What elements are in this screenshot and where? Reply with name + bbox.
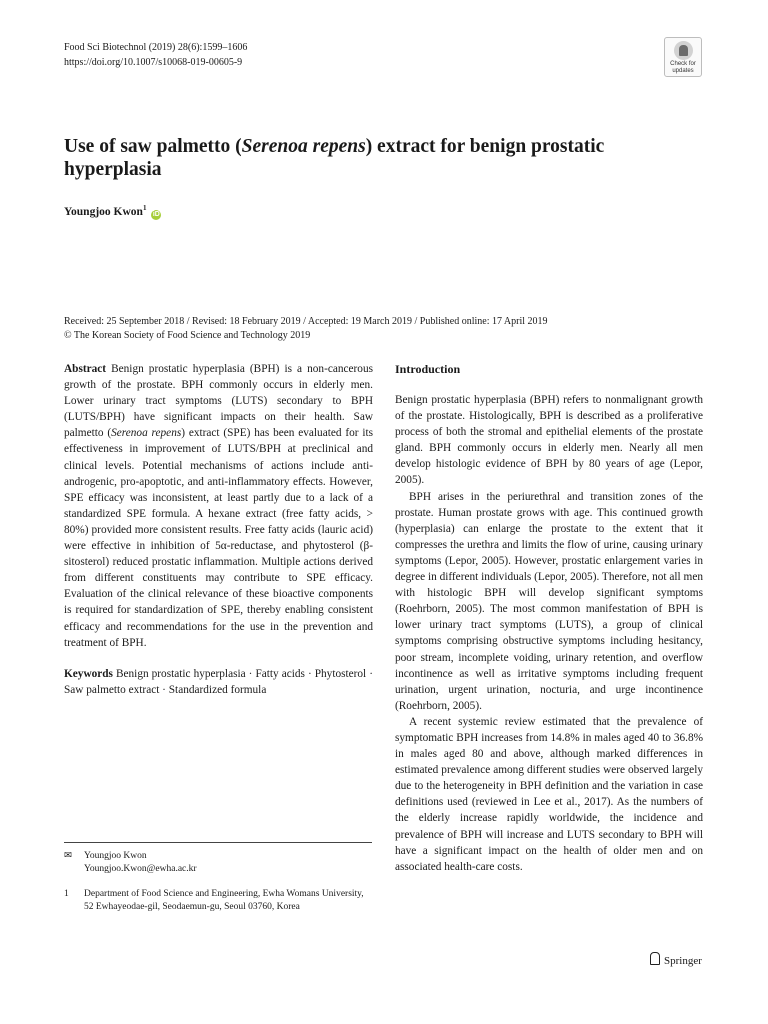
- author-name[interactable]: Youngjoo Kwon: [64, 205, 143, 218]
- left-column: [64, 361, 373, 698]
- corresponding-author-name: Youngjoo Kwon: [84, 851, 147, 861]
- affiliation-mark: 1: [64, 889, 69, 899]
- intro-paragraph-2: BPH arises in the periurethral and transition zones of the prostate. Human prostate grows with age. This continued growth (hyperplasia) can enlarge the prostate to the extent that it compresses the urethra and limits the flow of urine, causing urinary symptoms (Lepor, 2005). However, prostatic enlargement varies in degree in different individuals (Lepor, 2005). Therefore, not all men with histologic BPH will develop significant symptoms (Roehrborn, 2005). The most common manifestation of BPH is lower urinary tract symptoms (LUTS), a group of clinical symptoms comprising obstructive symptoms including hesitancy, poor stream, incomplete voiding, urinary retention, and overflow incontinence as well as irritative symptoms including frequent urination, urgent urination, nocturia, and urge incontinence (Roehrborn, 2005).: [395, 490, 703, 712]
- check-for-updates-badge[interactable]: [664, 37, 702, 77]
- orcid-icon[interactable]: iD: [152, 210, 160, 218]
- publisher-name: Springer: [664, 955, 702, 967]
- author-line: [64, 204, 161, 220]
- author-affil-mark: 1: [142, 204, 147, 212]
- copyright-line: © The Korean Society of Food Science and Technology 2019: [64, 330, 311, 341]
- article-title: Use of saw palmetto (Serenoa repens) extract for benign prostatic hyperplasia: [64, 136, 605, 180]
- corresponding-author-email[interactable]: Youngjoo.Kwon@ewha.ac.kr: [84, 864, 197, 874]
- footnotes: [64, 850, 372, 914]
- doi-link[interactable]: https://doi.org/10.1007/s10068-019-00605-9: [64, 57, 243, 68]
- keywords-paragraph: Keywords Benign prostatic hyperplasia · Fatty acids · Phytosterol · Saw palmetto extract · Standardized formula: [64, 667, 373, 696]
- intro-paragraph-1: Benign prostatic hyperplasia (BPH) refers to nonmalignant growth of the prostate. Histologically, BPH is described as a proliferative process of both the stromal and epithelial elements of the prostate gland. BPH commonly occurs in elderly men. Nearly all men develop histologic evidence of BPH by 80 years of age (Lepor, 2005).: [395, 394, 703, 487]
- history-dates: Received: 25 September 2018 / Revised: 18 February 2019 / Accepted: 19 March 2019 / Published online: 17 April 2019: [64, 316, 548, 327]
- badge-line-1: Check for: [670, 61, 696, 67]
- abstract-paragraph: Abstract Benign prostatic hyperplasia (BPH) is a non-cancerous growth of the prostate. BPH commonly occurs in elderly men. Lower urinary tract symptoms (LUTS) secondary to BPH (LUTS/BPH) have significant impacts on their health. Saw palmetto (Serenoa repens) extract (SPE) has been evaluated for its effectiveness in improvement of LUTS/BPH at preclinical and clinical levels. Potential mechanisms of actions include anti-androgenic, pro-apoptotic, and anti-inflammatory effects. However, SPE efficacy was inconsistent, at least partly due to a lack of a standardized SPE formula. A hexane extract (free fatty acids, > 80%) provided more consistent results. Free fatty acids (lauric acid) were effective in inhibition of 5α-reductase, and phytosterol (β-sitosterol) reduced prostatic inflammation. Multiple actions derived from different constituents may contribute to SPE efficacy. Evaluation of the clinical relevance of these bioactive components is required for standardization of SPE, thereby enabling consistent efficacy and recommendations for the use in the prevention and treatment of BPH.: [64, 363, 373, 649]
- article-history: [64, 315, 548, 343]
- publisher-logo: [650, 952, 702, 967]
- envelope-icon: ✉: [64, 851, 72, 861]
- abstract-label: Abstract: [64, 363, 107, 375]
- right-column: [395, 361, 703, 875]
- footnote-divider: [64, 842, 372, 843]
- journal-header: [64, 40, 247, 70]
- journal-citation: Food Sci Biotechnol (2019) 28(6):1599–1606: [64, 42, 248, 53]
- introduction-heading: Introduction: [395, 362, 461, 376]
- corresponding-author-note: [64, 850, 372, 876]
- affiliation-note: [64, 888, 372, 914]
- keywords-label: Keywords: [64, 667, 113, 680]
- affiliation-text: Department of Food Science and Engineering, Ewha Womans University, 52 Ewhayeodae-gil, Seodaemun-gu, Seoul 03760, Korea: [84, 889, 364, 912]
- springer-horse-icon: [650, 952, 660, 965]
- check-for-updates-icon: [674, 41, 693, 60]
- badge-line-2: updates: [672, 68, 694, 74]
- intro-paragraph-3: A recent systemic review estimated that the prevalence of symptomatic BPH increases from 14.8% in males aged 40 to 36.8% in males aged 80 and above, although marked differences in estimated prevalence among different studies were observed largely due to the heterogeneity in BPH definition and the variation in case definitions used (reviewed in Lee et al., 2017). As the numbers of the elderly increase rapidly worldwide, the incidence and prevalence of BPH will increase and LUTS secondary to BPH will have a significant impact on the health of older men and on associated health-care costs.: [395, 715, 703, 873]
